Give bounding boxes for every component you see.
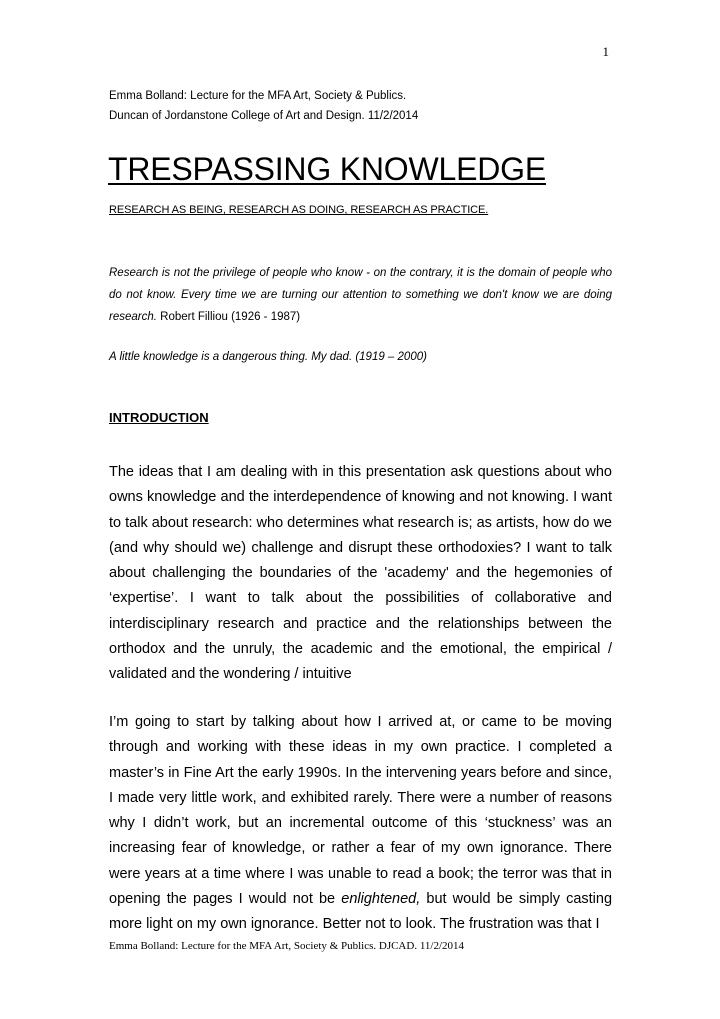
paragraph-2-part-1: I’m going to start by talking about how I arrived at, or came to be moving through and working with these ideas in my own practice. I completed a master’s in Fine Art the early 1990s. In the intervening years before and since, I made very little work, and exhibited rarely. There were a number of reasons why I didn’t work, but an incremental outcome of this ‘stuckness’ was an increasing fear of knowledge, or rather a fear of my own ignorance. There were years at a time where I was unable to read a book; the terror was that in opening the pages I would not be bbox=[109, 714, 612, 908]
body-paragraph-2 bbox=[109, 710, 612, 938]
document-subtitle: RESEARCH AS BEING, RESEARCH AS DOING, RESEARCH AS PRACTICE. bbox=[109, 204, 489, 216]
body-paragraph-1: The ideas that I am dealing with in this presentation ask questions about who owns knowledge and the interdependence of knowing and not knowing. I want to talk about research: who determines what research is; as artists, how do we (and why should we) challenge and disrupt these orthodoxies? I want to talk about challenging the boundaries of the 'academy' and the hegemonies of ‘expertise’. I want to talk about the possibilities of collaborative and interdisciplinary research and practice and the relationships between the orthodox and the unruly, the academic and the emotional, the empirical / validated and the wondering / intuitive bbox=[109, 464, 612, 683]
paragraph-2-emphasis: enlightened, bbox=[341, 891, 421, 908]
document-header bbox=[109, 86, 418, 126]
paragraph-2-part-2: but would be simply casting more light on my own ignorance. Better not to look. The frustration was that I bbox=[109, 891, 613, 933]
page-footer: Emma Bolland: Lecture for the MFA Art, Society & Publics. DJCAD. 11/2/2014 bbox=[109, 940, 465, 952]
page-number: 1 bbox=[602, 44, 609, 59]
header-line-2: Duncan of Jordanstone College of Art and Design. 11/2/2014 bbox=[109, 110, 419, 122]
quote-1-attribution: Robert Filliou (1926 - 1987) bbox=[156, 311, 301, 323]
header-line-1: Emma Bolland: Lecture for the MFA Art, Society & Publics. bbox=[109, 90, 407, 102]
document-title: TRESPASSING KNOWLEDGE bbox=[108, 151, 546, 187]
section-heading: INTRODUCTION bbox=[109, 410, 209, 425]
epigraph-quote-2 bbox=[109, 346, 612, 368]
quote-1-text: Research is not the privilege of people who know - on the contrary, it is the domain of people who do not know. Every time we are turning our attention to something we don't know we are doing research. bbox=[109, 267, 612, 323]
epigraph-quote-1 bbox=[109, 262, 612, 328]
quote-2-text: A little knowledge is a dangerous thing. My dad. (1919 – 2000) bbox=[109, 351, 427, 363]
